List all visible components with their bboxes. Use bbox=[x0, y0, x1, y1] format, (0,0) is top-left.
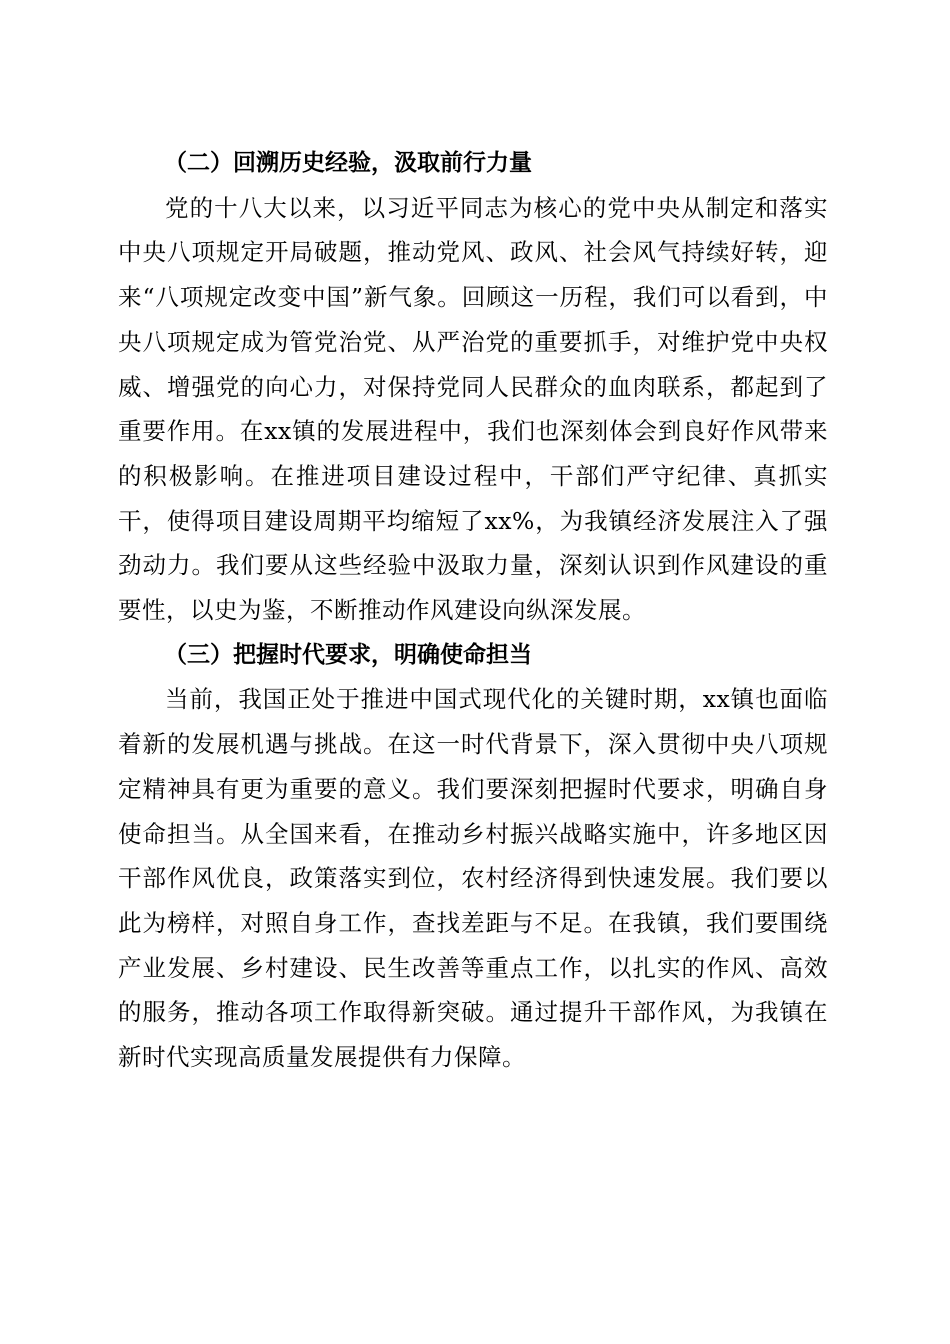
section-heading-3: （三）把握时代要求，明确使命担当 bbox=[164, 640, 532, 668]
section-paragraph-2: 党的十八大以来，以习近平同志为核心的党中央从制定和落实中央八项规定开局破题，推动党风、政风、社会风气持续好转，迎来“八项规定改变中国”新气象。回顾这一历程，我们可以看到，中央八项规定成为管党治党、从严治党的重要抓手，对维护党中央权威、增强党的向心力，对保持党同人民群众的血肉联系，都起到了重要作用。在xx镇的发展进程中，我们也深刻体会到良好作风带来的积极影响。在推进项目建设过程中，干部们严守纪律、真抓实干，使得项目建设周期平均缩短了xx%，为我镇经济发展注入了强劲动力。我们要从这些经验中汲取力量，深刻认识到作风建设的重要性，以史为鉴，不断推动作风建设向纵深发展。 bbox=[118, 193, 828, 625]
document-body bbox=[118, 141, 828, 1080]
section-paragraph-3: 当前，我国正处于推进中国式现代化的关键时期，xx镇也面临着新的发展机遇与挑战。在这一时代背景下，深入贯彻中央八项规定精神具有更为重要的意义。我们要深刻把握时代要求，明确自身使命担当。从全国来看，在推动乡村振兴战略实施中，许多地区因干部作风优良，政策落实到位，农村经济得到快速发展。我们要以此为榜样，对照自身工作，查找差距与不足。在我镇，我们要围绕产业发展、乡村建设、民生改善等重点工作，以扎实的作风、高效的服务，推动各项工作取得新突破。通过提升干部作风，为我镇在新时代实现高质量发展提供有力保障。 bbox=[118, 685, 828, 1072]
section-heading-2: （二）回溯历史经验，汲取前行力量 bbox=[164, 149, 532, 176]
